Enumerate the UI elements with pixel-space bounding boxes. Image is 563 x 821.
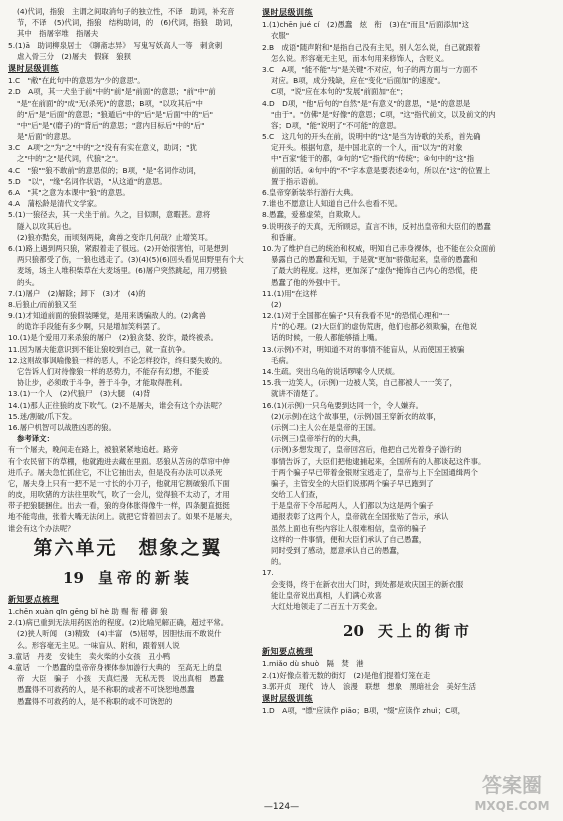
lesson-number: 19: [63, 569, 84, 588]
answer-line: 协让步，必须敢于斗争，善于斗争，才能取得胜利。: [17, 378, 187, 388]
answer-line: 节，不译 (5)代词，指狼 结构助词，的 (6)代词，指狼 助词，: [17, 18, 238, 28]
answer-line: 定开头。根据句意，是中国北京的一个人，而"以为"的对象: [271, 143, 463, 153]
left-mid-answers: [8, 75, 248, 198]
answer-line: 衣服": [271, 31, 290, 41]
answer-line: 3.C A项"之"为"之"中的"之"没有有实在意义，助词；"犹: [8, 143, 197, 153]
answer-line: 帝 大臣 骗子 小孩 天真烂漫 无私无畏 说出真相 愚蠢: [17, 674, 224, 684]
answer-line: 5.(1)ā 助词柳泉居士 《聊斋志异》 写鬼写妖高人一等 刺贪刺: [8, 40, 223, 50]
answer-line: 5.D "以"，"缘"名词作状语，"从这道"的意思。: [8, 176, 167, 186]
answer-line: 事情告诉了，大臣们把他逮捕起来，全国所有的人都谈起这件事。: [271, 456, 486, 466]
answer-line: 的"后"是"后面"的意思；"狼遁后"中的"后"是"后面"中的"后": [17, 109, 213, 119]
lesson-number: 20: [343, 621, 364, 640]
answer-line: 1.(1)chēn jué cí (2)愚蠢 炫 衔 (3)在"而且"后面添加"这: [262, 20, 469, 30]
answer-line: 3.童话 丹麦 安徒生 卖火柴的小女孩 丑小鸭: [8, 651, 171, 661]
answer-line: 这样的一件事情，便和大臣们承认了自己愚蠢，: [271, 534, 427, 544]
right-body-answers: [262, 187, 554, 612]
answer-line: (示例)多想发现了，皇帝回宫后，他把自己光着身子游行的: [271, 445, 462, 455]
answer-line: 3.郭开贞 现代 诗人 浪漫 联想 想象 黑暗社会 美好生活: [262, 681, 476, 691]
section-heading-key-points: 新知要点梳理: [8, 594, 59, 604]
left-column: [8, 6, 248, 707]
answer-line: 置于指示语前。: [271, 176, 323, 186]
essay-line: 的皮，用吹猪的方法往里吹气，吹了一会儿，觉得狼不太动了，才用: [8, 490, 230, 500]
answer-line: 毛病。: [271, 355, 294, 365]
answer-line: 能让皇帝说出真相，人们满心欢喜: [271, 590, 382, 600]
answer-line: 1.D A项，"缥"应读作 piāo；B项，"缀"应读作 zhuì；C项，: [262, 706, 466, 716]
lesson-title: 皇帝的新装: [97, 569, 193, 588]
essay-line: 它，屠夫身上只有一把不足一寸长的小刀子，他就用它割破狼爪下面: [8, 478, 230, 488]
answer-line: 7.谁也不愿意让人知道自己什么也看不见。: [262, 199, 403, 209]
section-heading-practice: 课时层级训练: [8, 63, 59, 73]
section-heading-practice: 课时层级训练: [262, 8, 313, 17]
answer-line: 前面的话。④句中的"不"字本意是要表述②句，所以在"这"的位置上: [271, 165, 491, 175]
answer-line: 愚蠢了他的外强中干。: [271, 277, 345, 287]
answer-line: 之"中的"之"是代词，代狼"之"。: [17, 154, 123, 164]
answer-line: 话的时候，一般人都能够插上嘴。: [271, 333, 382, 343]
section-heading-practice: 课时层级训练: [262, 693, 313, 703]
answer-line: 9.(1)才知道前面的狼假装睡觉，是用来诱骗敌人的。(2)禽兽: [8, 311, 206, 321]
answer-line: "是"在前面"的"成"无(杀死)"的意思；B项，"以攻其后"中: [17, 98, 203, 108]
right-top-answers: [262, 19, 554, 187]
answer-line: 于是皇帝下令吊起两人，人们都以为这是两个骗子: [271, 501, 434, 511]
answer-line: 4.A 蒲松龄是清代文学家。: [8, 199, 102, 209]
answer-line: 暴露自己的愚蠢和无知，于是就"更加"骄傲起来，皇帝的愚蠢和: [271, 255, 478, 265]
answer-line: 的。: [271, 557, 286, 567]
answer-line: 大红灶地领走了二百五十万奖金。: [271, 601, 382, 611]
answer-line: 于两个骗子早已带着金银财宝逃走了，皇帝与上下全国通缉两个: [271, 467, 478, 477]
answer-line: (2)狭人听闻 (3)精致 (4)丰富 (5)屈辱，因胆怯而不敢说什: [17, 629, 222, 639]
answer-line: 两只狼都受了伤，一狼也逃走了。(3)(4)(5)(6)回头看见田野里有个大: [17, 255, 244, 265]
watermark-logo: [466, 768, 558, 816]
answer-line: 隧入以攻其后也。: [17, 221, 77, 231]
answer-line: 16.屠户机智可以战胜凶恶的狼。: [8, 422, 116, 432]
essay-translation: [8, 444, 248, 534]
answer-line: 14.(1)那人正往狼的皮下吹气。(2)不是屠夫，谁会有这个办法呢？: [8, 400, 226, 410]
answer-line: (2)(示例)在这个故事里，(示例)国王穿新衣的故事，: [271, 411, 441, 421]
answer-line: 愚蠢得不可救药的人，是不称职的或不可饶恕的: [17, 696, 173, 706]
answer-line: 7.(1)屠户 (2)解除；卸下 (3)才 (4)的: [8, 288, 146, 298]
answer-line: 的头。: [17, 277, 40, 287]
answer-line: 是"后面"的意思。: [17, 132, 76, 142]
right-bottom-answers: [262, 658, 554, 692]
left-body-answers: [8, 198, 248, 433]
answer-line: 1.chēn xuàn qīn gēng bǐ hè 助 赐 衔 稽 御 狼: [8, 607, 168, 617]
answer-line: (2)狼亦黠矣，而顷刻两毙，禽兽之变诈几何哉？止增笑耳。: [17, 232, 213, 242]
answer-line: "中"后"是"(磨子)的"背后"的意思；"意内目标后"中的"后": [17, 120, 205, 130]
answer-line: C项，"说"应在本句的"发展"前面加"在"；: [271, 87, 408, 97]
lesson-title: 天上的街市: [377, 621, 473, 640]
answer-line: 2.(1)好像点着无数的街灯 (2)是他们提着灯笼在走: [262, 670, 431, 680]
answer-line: 6.A "其"之意为本课中"狼"的意思。: [8, 188, 130, 198]
answer-line: 怎么说。形容毫无主见，而本句用来修饰人，含贬义。: [271, 53, 449, 63]
essay-line: 进爪子。屠夫急忙抓住它，不让它抽出去，但是没有办法可以杀死: [8, 467, 223, 477]
watermark-url: MXQE.COM: [474, 799, 550, 813]
answer-line: 1.miǎo dù shuò 隔 焚 港: [262, 659, 364, 669]
answer-line: 骗子，主管安全的大臣们说那两个骗子早已跑到了: [271, 478, 434, 488]
unit-title: 第六单元 想象之翼: [33, 536, 223, 559]
answer-line: 6.皇帝穿新装举行游行大典。: [262, 188, 358, 198]
lesson-19-heading: [8, 566, 248, 592]
answer-line: 8.后狼止/而前狼又至: [8, 299, 77, 309]
answer-line: 17.: [262, 568, 274, 578]
answer-line: 11.(1)用"在这样: [262, 288, 318, 298]
answer-line: 通报表彰了这两个人，皇帝就在全国张贴了告示，承认: [271, 512, 449, 522]
answer-line: 么。形容毫无主见。一味盲从、附和，跟着别人说: [17, 640, 180, 650]
answer-line: 4.C "狼""狼不敢前"的意思似的；B项，"是"名词作动词，: [8, 165, 201, 175]
answer-line: 5.(1)一狼径去，其一犬坐于前。久之，目似瞑，意暇甚。意将: [8, 210, 211, 220]
page-number: —124—: [263, 802, 300, 812]
answer-line: 愚蠢得不可救药的人，是不称职的或者不可饶恕地愚蠢: [17, 685, 195, 695]
answer-line: 它告诉人们对待像狼一样的恶势力，不能存有幻想，不能妥: [17, 367, 210, 377]
answer-line: 13.(1)一个人 (2)代狼尸 (3)大腿 (4)背: [8, 389, 151, 399]
answer-line: 12.(1)对于全国都在骗子"只有我看不见"的恐慌心理和"一: [262, 311, 450, 321]
answer-line: 15.我一边笑人，(示例)一边被人笑，自己都被人一一笑了，: [262, 378, 457, 388]
answer-line: 4.D D项，"他"后句的"自然"是"有意义"的意思，"是"的意思是: [262, 98, 471, 108]
answer-line: 虐入骨三分 (2)屠夫 假寐 狼狈: [17, 51, 131, 61]
answer-line: 5.C 这几句的开头在前，说明中的"这"是当为诗歌的关系，首先确: [262, 132, 481, 142]
essay-line: 谁会有这个办法呢？: [8, 523, 75, 533]
answer-line: 2.(1)病已重到无法用药医治的程度。(2)比喻见解正确，超过平常。: [8, 618, 229, 628]
answer-line: (4)代词，指狼 主谓之间取消句子的独立性，不译 助词，补充音: [17, 7, 235, 16]
left-bottom-answers: [8, 606, 248, 707]
essay-line: 带子把狼腿捆住。出去一看，狼的身体胀得像牛一样，四条腿直挺挺: [8, 501, 230, 511]
left-top-answers: [8, 6, 248, 62]
lesson-20-heading: [262, 618, 554, 644]
answer-line: 同时受到了感动，愿意承认自己的愚蠢，: [271, 546, 405, 556]
answer-line: 麦场，场主人堆积柴草在大麦场里。(6)屠户突然跳起，用刀劈狼: [17, 266, 228, 276]
essay-line: 地不能弯曲，张着大嘴无法闭上。就把它背着回去了。如果不是屠夫，: [8, 512, 238, 522]
section-heading-key-points: 新知要点梳理: [262, 647, 313, 657]
answer-line: 10.(1)是个爱用刀来杀狼的屠户 (2)狼贪婪、狡诈，最终被杀。: [8, 333, 219, 343]
answer-line: 13.(示例)不对，明知道不对的事情不能盲从，从而使国王被骗: [262, 344, 465, 354]
right-column: [262, 6, 554, 716]
answer-line: 虽然上面也有些内容让人很难相信，皇帝的骗子: [271, 523, 427, 533]
essay-heading: 参考译文：: [17, 434, 54, 444]
answer-line: 11.因为屠夫能意识到不能让狼咬到自己，就一直抗争。: [8, 344, 190, 354]
answer-line: 8.愚蠢，爱慕虚荣，自欺欺人。: [262, 210, 366, 220]
answer-line: 10.为了维护自己的统治和权威，明知自己赤身裸体，也不能在公众面前: [262, 243, 496, 253]
answer-line: 的诡诈手段能有多少啊，只是增加笑料罢了。: [17, 322, 165, 332]
answer-line: (示例三)皇帝举行的的大典，: [271, 434, 366, 444]
answer-line: (示例二)主人公在是皇帝的王国。: [271, 422, 381, 432]
answer-line: 14.生疏。突出乌龟的说话啰嗦令人厌烦。: [262, 367, 400, 377]
answer-line: 15.迷/割破/爪下发。: [8, 411, 77, 421]
answer-line: 其中 指屠宰堆 指屠夫: [17, 29, 99, 39]
answer-line: 9.说明孩子的天真，无所顾忌，直言不讳，反衬出皇帝和大臣们的愚蠢: [262, 221, 491, 231]
answer-line: 6.(1)路上遇到两只狼，紧跟着走了很远。(2)开始很害怕，可是想到: [8, 243, 229, 253]
answer-line: 12.这则故事讽喻像狼一样的恶人，不论怎样狡诈，终归要失败的。: [8, 355, 227, 365]
answer-line: 交给工人们查，: [271, 490, 323, 500]
answer-line: 和昏庸。: [271, 232, 301, 242]
answer-line: 1.C "敝"在此句中的意思为"少的意思"。: [8, 76, 145, 86]
answer-line: 16.(1)(示例)一只乌龟要到达同一个，令人嫌弃。: [262, 400, 424, 410]
answer-line: 容；D项，"能"说明了"不可能"的意思。: [271, 120, 402, 130]
answer-line: 就讲不清楚了。: [271, 389, 323, 399]
answer-line: 2.B 成语"随声附和"是指自己没有主见，别人怎么说，自己就跟着: [262, 42, 481, 52]
answer-line: 片"的心理。(2)大臣们的虚伪荒唐，他们也都必须欺骗，在他说: [271, 322, 478, 332]
watermark-text: 答案圈: [482, 773, 542, 797]
answer-line: 4.童话 一个愚蠢的皇帝帝身裸体参加游行大典的 至高无上的皇: [8, 662, 222, 672]
answer-line: (2): [271, 299, 282, 309]
essay-line: 有一个屠夫，晚间走在路上，被狼紧紧地追赶。路旁: [8, 445, 178, 455]
answer-line: 会变得，终于在新衣出大门时，到处都是欢庆国王的新衣服: [271, 579, 464, 589]
answer-line: 中"百家"能干的都，③句的"它"指代的"传统"；④句中的"这"指: [271, 154, 475, 164]
answer-line: 对应。B项，成分残缺，应在"变化"后面加"的速度"。: [271, 76, 445, 86]
answer-line: 2.D A项，其一犬坐于前"中的"前"是"前面"的意思；"前"中"前: [8, 87, 216, 97]
essay-line: 有个农民留下的草棚，他就跑进去藏在里面。恶狼从苫房的草帘中伸: [8, 456, 230, 466]
answer-line: 3.C A项，"能不能"与"是关键"不对应，句子的两方面与一方面不: [262, 64, 478, 74]
right-last-answers: [262, 705, 554, 716]
answer-line: 了最大的程度。这样，更加深了"虚伪"掩饰自己内心的恐慌，使: [271, 266, 478, 276]
answer-line: "由于"。"仿佛"是"好像"的意思；C项，"这"指代前文，以及前文的内: [271, 109, 496, 119]
